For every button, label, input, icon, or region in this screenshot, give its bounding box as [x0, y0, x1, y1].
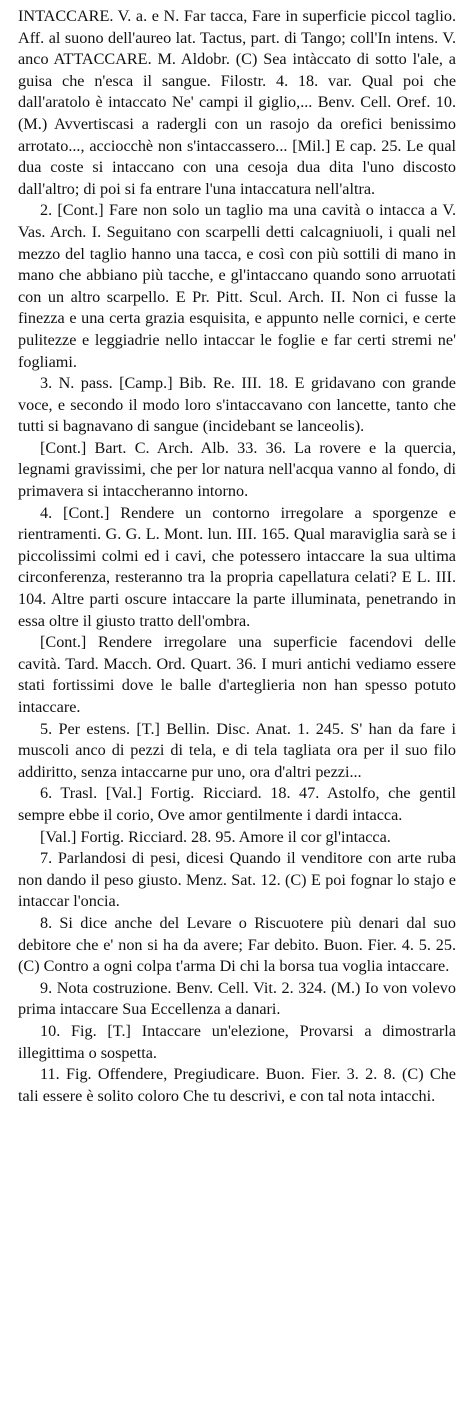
sense-6-paragraph: 6. Trasl. [Val.] Fortig. Ricciard. 18. 47. Astolfo, che gentil sempre ebbe il corio, Ove amor gentilmente i dardi intacca. — [18, 784, 456, 824]
sense-3-paragraph: 3. N. pass. [Camp.] Bib. Re. III. 18. E gridavano con grande voce, e secondo il modo loro s'intaccavano con lancette, tanto che tutti si bagnavano di sangue (incidebant se lanceolis). — [18, 374, 456, 436]
sense-4-cont-paragraph: [Cont.] Rendere irregolare una superficie facendovi delle cavità. Tard. Macch. Ord. Quart. 36. I muri antichi vediamo essere stati fortissimi dove le balle d'arteglieria non han spesso potuto intaccare. — [18, 633, 456, 716]
sense-3-cont-paragraph: [Cont.] Bart. C. Arch. Alb. 33. 36. La rovere e la quercia, legnami gravissimi, che per lor natura nell'acqua vanno al fondo, di primavera si intaccheranno intorno. — [18, 438, 456, 501]
sense-6-cont-paragraph: [Val.] Fortig. Ricciard. 28. 95. Amore il cor gl'intacca. — [40, 827, 391, 846]
sense-9-paragraph: 9. Nota costruzione. Benv. Cell. Vit. 2. 324. (M.) Io von volevo prima intaccare Sua Eccellenza a danari. — [18, 978, 456, 1019]
sense-5-paragraph: 5. Per estens. [T.] Bellin. Disc. Anat. 1. 245. S' han da fare i muscoli anco di pezzi di tela, e di tela tagliata ora per il suo filo addiritto, senza intaccarne pur uno, ora d'altri pezzi... — [18, 719, 456, 781]
sense-11-paragraph: 11. Fig. Offendere, Pregiudicare. Buon. Fier. 3. 2. 8. (C) Che tali essere è solito coloro Che tu descrivi, e con tal nota intacchi. — [18, 1065, 456, 1105]
sense-2-paragraph: 2. [Cont.] Fare non solo un taglio ma una cavità o intacca a V. Vas. Arch. I. Seguitano con scarpelli detti calcagniuoli, i quali nel mezzo del taglio hanno una tacca, e così con più sottili di mano in mano che abbiano più tacche, e gl'intaccano quando sono arruotati con un altro scarpello. E Pr. Pitt. Scul. Arch. II. Non ci fusse la finezza e una certa grazia esquisita, e appunto nelle cornici, e certe pulitezze e leggiadrie nello intaccar le foglie e far certi stremi ne' fogliami. — [18, 201, 456, 371]
sense-10-paragraph: 10. Fig. [T.] Intaccare un'elezione, Provarsi a dimostrarla illegittima o sospetta. — [18, 1021, 456, 1062]
entry-intaccare-headword-paragraph: INTACCARE. V. a. e N. Far tacca, Fare in superficie piccol taglio. Aff. al suono dell'aureo lat. Tactus, part. di Tango; coll'In intens. V. anco ATTACCARE. M. Aldobr. (C) Sea intàccato di sotto l'ale, a guisa che n'esca il sangue. Filostr. 4. 18. var. Qual poi che dall'aratolo è intaccato Ne' campi il giglio,... Benv. Cell. Oref. 10. (M.) Avvertiscasi a radergli con un rasojo da orefici benissimo arrotato..., acciocchè non s'intaccassero... [Mil.] E cap. 25. Le qual dua coste si intaccano con una cesoja dua dita l'uno discosto dall'altro; di poi si fa entrare l'una intaccatura nell'altra. — [18, 7, 456, 198]
sense-7-paragraph: 7. Parlandosi di pesi, dicesi Quando il venditore con arte ruba non dando il peso giusto. Menz. Sat. 12. (C) E poi fognar lo stajo e intaccar l'oncia. — [18, 849, 456, 911]
sense-8-paragraph: 8. Si dice anche del Levare o Riscuotere più denari dal suo debitore che e' non si ha da avere; Far debito. Buon. Fier. 4. 5. 25. (C) Contro a ogni colpa t'arma Di chi la borsa tua voglia intaccare. — [18, 913, 456, 976]
sense-4-paragraph: 4. [Cont.] Rendere un contorno irregolare a sporgenze e rientramenti. G. G. L. Mont. lun. III. 165. Qual maraviglia sarà se i piccolissimi colmi ed i cavi, che potessero intaccare la sua ultima circonferenza, resteranno tra la propria capellatura celati? E L. III. 104. Altre parti oscure intaccare la parte illuminata, penetrando in essa oltre il giusto tratto dell'ombra. — [18, 503, 456, 630]
